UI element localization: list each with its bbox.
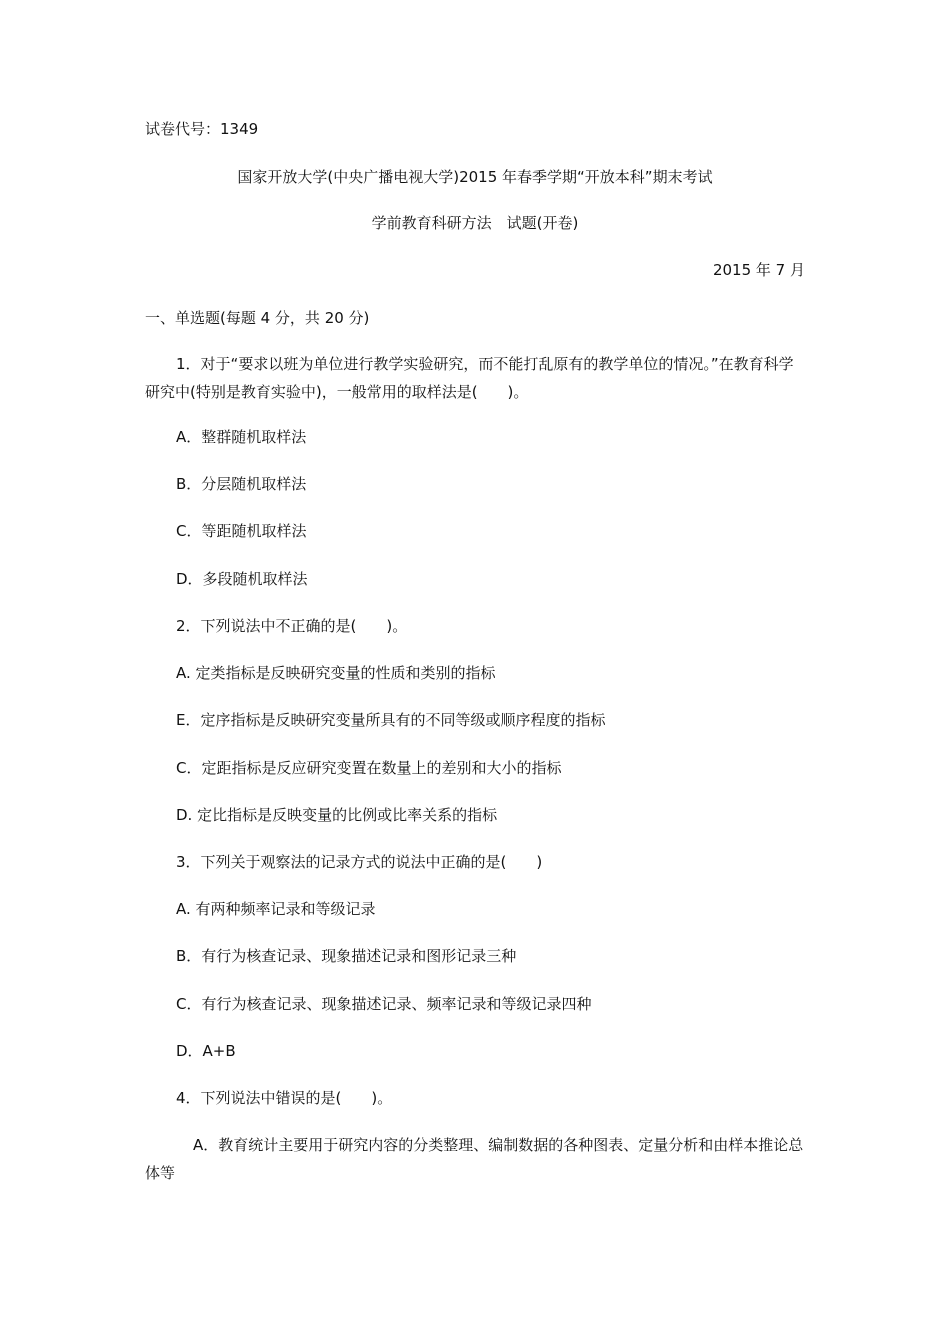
option: C．等距随机取样法 <box>176 522 307 540</box>
university-line: 国家开放大学(中央广播电视大学)2015 年春季学期“开放本科”期末考试 <box>237 168 713 186</box>
option: A．整群随机取样法 <box>176 428 307 446</box>
option: A. 定类指标是反映研究变量的性质和类别的指标 <box>176 664 496 682</box>
question-stem: 1．对于“要求以班为单位进行教学实验研究，而不能打乱原有的教学单位的情况。”在教育科学研究中(特别是教育实验中)，一般常用的取样法是( )。 <box>145 355 794 401</box>
option: B．有行为核查记录、现象描述记录和图形记录三种 <box>176 947 517 965</box>
section-title: 一、单选题(每题 4 分，共 20 分) <box>145 309 370 327</box>
subject-title: 学前教育科研方法 试题(开卷) <box>371 214 579 232</box>
option: C．有行为核查记录、现象描述记录、频率记录和等级记录四种 <box>176 995 592 1013</box>
option: E．定序指标是反映研究变量所具有的不同等级或顺序程度的指标 <box>176 711 606 729</box>
option: B．分层随机取样法 <box>176 475 307 493</box>
question-stem: 3．下列关于观察法的记录方式的说法中正确的是( ) <box>176 853 543 871</box>
option: A．教育统计主要用于研究内容的分类整理、编制数据的各种图表、定量分析和由样本推论总体等 <box>145 1136 804 1182</box>
option: A. 有两种频率记录和等级记录 <box>176 900 376 918</box>
option: D．多段随机取样法 <box>176 570 308 588</box>
paper-code: 试卷代号：1349 <box>145 120 259 138</box>
question-stem: 4．下列说法中错误的是( )。 <box>176 1089 393 1107</box>
question-stem: 2．下列说法中不正确的是( )。 <box>176 617 408 635</box>
option: D．A+B <box>176 1042 236 1060</box>
option: D. 定比指标是反映变量的比例或比率关系的指标 <box>176 806 498 824</box>
option: C．定距指标是反应研究变置在数量上的差别和大小的指标 <box>176 759 562 777</box>
exam-date: 2015 年 7 月 <box>712 261 805 279</box>
